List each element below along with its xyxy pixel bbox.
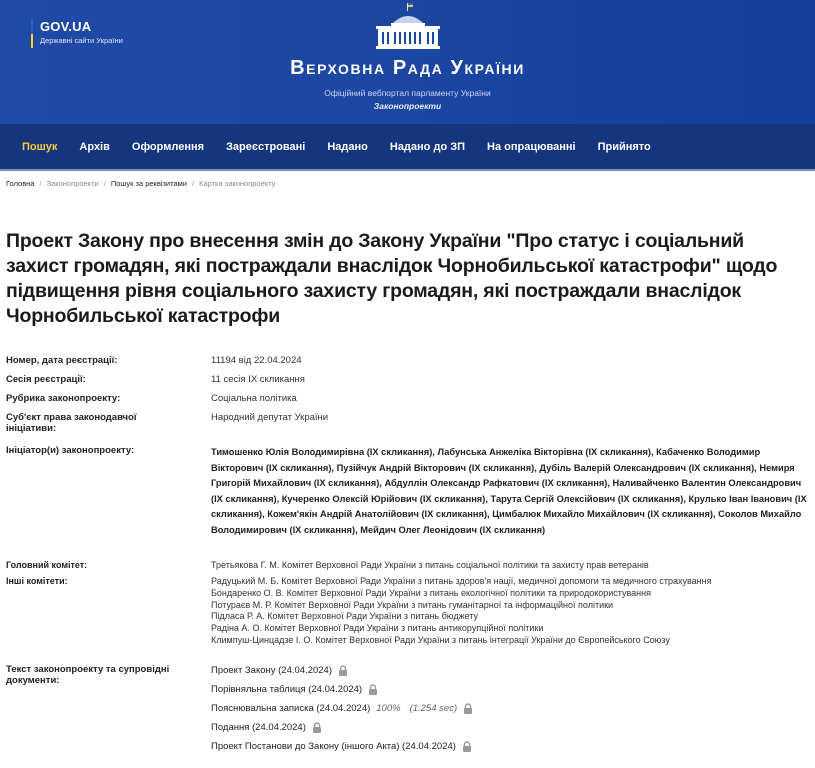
field-documents	[0, 664, 815, 759]
document-link[interactable]: Подання (24.04.2024)	[211, 722, 306, 733]
govua-title: GOV.UA	[40, 19, 92, 34]
field-registration	[0, 355, 815, 374]
field-label: Сесія реєстрації:	[6, 374, 86, 385]
breadcrumb-separator: /	[191, 179, 195, 188]
field-label: Номер, дата реєстрації:	[6, 355, 118, 366]
nav-item-archive[interactable]: Архів	[79, 140, 110, 153]
field-initiators	[0, 445, 815, 560]
field-label: Рубрика законопроекту:	[6, 393, 121, 404]
field-value: 11 сесія IX скликання	[211, 374, 305, 385]
field-value: Третьякова Г. М. Комітет Верховної Ради України з питань соціальної політики та захисту прав ветеранів	[211, 560, 649, 570]
committee-item: Потураєв М. Р. Комітет Верховної Ради України з питань гуманітарної та інформаційної політики	[211, 599, 614, 610]
field-other-committees	[0, 576, 815, 664]
committee-item: Радіна А. О. Комітет Верховної Ради України з питань антикорупційної політики	[211, 623, 544, 634]
document-link[interactable]: Проект Закону (24.04.2024)	[211, 665, 333, 676]
breadcrumb-separator: /	[103, 179, 106, 188]
document-item	[211, 683, 473, 702]
document-item	[211, 740, 473, 759]
document-item	[211, 721, 473, 740]
document-item	[211, 664, 473, 683]
govua-link[interactable]	[31, 19, 123, 48]
site-subtitle: Офіційний вебпортал парламенту України	[324, 88, 491, 98]
lock-icon	[338, 665, 348, 676]
field-label: Суб'єкт права законодавчої ініціативи:	[6, 412, 137, 434]
field-session	[0, 374, 815, 393]
lock-icon	[368, 684, 378, 695]
committee-item: Бондаренко О. В. Комітет Верховної Ради України з питань екологічної політики та природокористування	[211, 587, 651, 598]
processing-percent: 100%	[376, 703, 401, 714]
document-item	[211, 702, 473, 721]
breadcrumb-search-by-details[interactable]: Пошук за реквізитами	[110, 179, 187, 188]
field-value: Соціальна політика	[211, 393, 297, 404]
field-value: Народний депутат України	[211, 412, 329, 423]
committee-item: Підласа Р. А. Комітет Верховної Ради України з питань бюджету	[211, 611, 479, 622]
field-initiative-subject	[0, 412, 815, 443]
breadcrumb-home[interactable]: Головна	[6, 179, 35, 188]
processing-time: (1.254 sec)	[409, 703, 458, 714]
breadcrumb	[0, 171, 815, 199]
field-rubric	[0, 393, 815, 412]
committee-item: Радуцький М. Б. Комітет Верховної Ради України з питань здоров'я нації, медичної допомоги та медичного страхування	[211, 576, 712, 586]
lock-icon	[463, 703, 473, 714]
document-link[interactable]: Проект Постанови до Закону (іншого Акта) (24.04.2024)	[211, 741, 456, 752]
field-value: Тимошенко Юлія Володимирівна (IX скликання), Лабунська Анжеліка Вікторівна (IX скликання), Кабаченко Володимир Вікторович (IX скликання), Пузійчук Андрій Вікторович (IX скликання), Дубіль Валерій Олександрович (IX скликання), Немиря Григорій Михайлович (IX скликання), Абдуллін Олександр Рафкатович (IX скликання), Наливайченко Валентин Олександрович (IX скликання), Кучеренко Олексій Юрійович (IX скликання), Тарута Сергій Олексійович (IX скликання), Крулько Іван Іванович (IX скликання), Кожем'якін Андрій Анатолійович (IX скликання), Цимбалюк Михайло Михайлович (IX скликання), Соколов Михайло Володимирович (IX скликання), Мейдич Олег Леонідович (IX скликання)	[211, 447, 807, 535]
field-label: Ініціатор(и) законопроекту:	[6, 445, 135, 456]
document-list	[211, 664, 473, 759]
committee-list	[211, 576, 811, 664]
breadcrumb-separator: /	[39, 179, 42, 188]
nav-item-drafting[interactable]: Оформлення	[131, 140, 205, 153]
site-section-name: Законопроекти	[373, 101, 442, 111]
field-value: 11194 від 22.04.2024	[211, 355, 302, 366]
site-header	[0, 0, 815, 124]
parliament-building-icon[interactable]	[372, 2, 444, 50]
nav-item-submitted[interactable]: Надано	[327, 140, 368, 153]
main-nav	[0, 124, 815, 171]
bill-details	[0, 355, 815, 759]
nav-item-adopted[interactable]: Прийнято	[597, 140, 651, 153]
committee-item: Климпуш-Цинцадзе І. О. Комітет Верховної Ради України з питань інтеграції України до Європейського Союзу	[211, 634, 670, 645]
document-link[interactable]: Порівняльна таблиця (24.04.2024)	[211, 684, 363, 695]
nav-item-search[interactable]: Пошук	[22, 140, 58, 153]
govua-subtitle: Державні сайти України	[40, 36, 123, 45]
nav-item-submitted-to-plenary[interactable]: Надано до ЗП	[389, 140, 466, 153]
field-label: Головний комітет:	[6, 560, 88, 570]
document-link[interactable]: Пояснювальна записка (24.04.2024)	[211, 703, 371, 714]
breadcrumb-bills[interactable]: Законопроекти	[46, 179, 99, 188]
field-label: Інші комітети:	[6, 576, 68, 586]
field-main-committee	[0, 560, 815, 576]
page-title: Проект Закону про внесення змін до Закону України "Про статус і соціальний захист громадян, які постраждали внаслідок Чорнобильської катастрофи" щодо підвищення рівня соціального захисту громадян, які постраждали внаслідок Чорнобильської катастрофи	[6, 230, 778, 327]
nav-item-in-processing[interactable]: На опрацюванні	[487, 140, 576, 153]
lock-icon	[462, 741, 472, 752]
lock-icon	[312, 722, 322, 733]
nav-item-registered[interactable]: Зареєстровані	[226, 140, 306, 153]
breadcrumb-current: Картка законопроекту	[199, 179, 276, 188]
site-title[interactable]: Верховна Рада України	[290, 57, 525, 79]
field-label: Текст законопроекту та супровідні документи:	[6, 664, 170, 686]
